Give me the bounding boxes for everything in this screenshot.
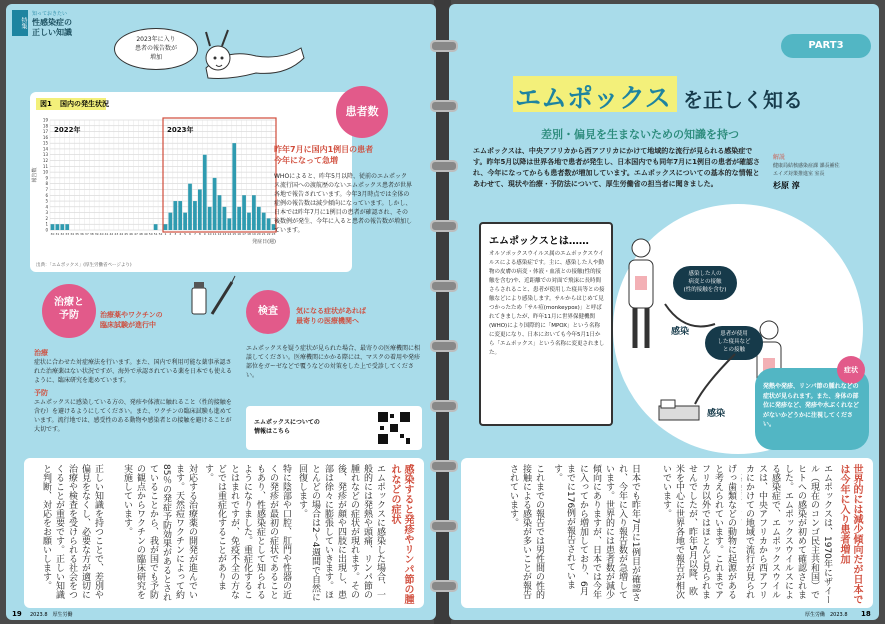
x-tick-label: 43 xyxy=(114,232,119,236)
bar xyxy=(232,143,236,230)
y-tick-label: 18 xyxy=(42,123,48,129)
x-tick-label: 51 xyxy=(153,232,158,236)
y-tick-label: 14 xyxy=(42,146,48,152)
patients-badge xyxy=(336,86,388,138)
y-tick-label: 2 xyxy=(45,215,48,221)
x-tick-label: 32 xyxy=(60,232,65,236)
y-tick-label: 9 xyxy=(45,175,48,181)
bar xyxy=(164,224,168,230)
right-bottom-card xyxy=(461,458,873,608)
qr-label: エムポックスについての 情報はこちら xyxy=(254,419,320,435)
right-col-heading: 世界的には減少傾向だが日本では今年に入り患者増加 xyxy=(838,464,862,604)
bar xyxy=(65,224,69,230)
y-tick-label: 19 xyxy=(42,117,48,123)
title-main: エムポックス xyxy=(515,84,671,114)
bar xyxy=(218,195,222,230)
definition-box xyxy=(479,222,613,426)
binding-ring xyxy=(430,580,458,592)
x-tick-label: 14 xyxy=(227,232,232,236)
group-label: 2023年 xyxy=(167,126,194,134)
bubble-bedding-text: 患者が使用 した寝具など との接触 xyxy=(717,331,751,353)
bar xyxy=(208,207,212,230)
bar xyxy=(252,195,256,230)
x-tick-label: 41 xyxy=(104,232,109,236)
x-tick-label: 12 xyxy=(217,232,222,236)
left-bottom-card xyxy=(24,458,424,608)
y-tick-label: 10 xyxy=(42,169,48,175)
bar xyxy=(51,224,55,230)
speaker-label: 解説 xyxy=(773,154,786,161)
bar xyxy=(193,201,197,230)
y-tick-label: 0 xyxy=(45,227,48,233)
symptom-text: 発熱や発疹、リンパ節の腫れなどの症状が見られます。また、身体の部位に発疹など、発疹や水ぶくれなどがないかどうかに注視してください。 xyxy=(763,383,860,428)
x-tick-label: 42 xyxy=(109,232,114,236)
prevention-heading: 予防 xyxy=(34,389,48,397)
left-page xyxy=(6,4,436,620)
y-tick-label: 15 xyxy=(42,140,48,146)
right-page xyxy=(449,4,879,620)
y-tick-label: 16 xyxy=(42,134,48,140)
bar xyxy=(188,184,192,230)
speaker-name: 杉原 淳 xyxy=(773,181,800,190)
bar xyxy=(227,218,231,230)
y-tick-label: 11 xyxy=(42,163,48,169)
right-col-c: 日本でも昨年7月に1例目が確認され、今年に入り報告数が急増しています。世界的には患者数が減少傾向にありますが、日本では今年に入ってから増加しており、6月までに176例が報告されています。 xyxy=(552,464,640,602)
binding-ring xyxy=(430,100,458,112)
symptom-box xyxy=(755,368,869,450)
right-col-a: エムポックスは、1970年にザイール（現在のコンゴ民主共和国）でヒトへの感染が初めて確認されました。エムポックスウイルスによる感染症で、エムポックスウイルスは、中央アフリカから西アフリカにかけての地域で流行が見られ xyxy=(744,464,832,604)
y-tick-label: 7 xyxy=(45,186,48,192)
x-tick-label: 36 xyxy=(80,232,84,236)
x-axis-label: 発症日(週) xyxy=(252,239,276,244)
bar xyxy=(247,213,251,230)
bar xyxy=(56,224,60,230)
y-tick-label: 13 xyxy=(42,152,48,158)
left-col-b: 特に陰部や口腔、肛門や性器の近くの発疹が最初の症状であることもあり、性感染症として知られるようになりました。重症化することはまれですが、免疫不全の方などでは重症化することがあります。 xyxy=(203,464,291,599)
binding-ring xyxy=(430,160,458,172)
x-tick-label: 34 xyxy=(70,232,75,236)
bar xyxy=(169,213,173,230)
right-col-d: これまでの報告では男性間の性的接触による感染が多いことが報告されています。 xyxy=(508,464,544,599)
x-tick-label: 30 xyxy=(50,232,55,236)
goat-illustration xyxy=(196,18,306,88)
x-tick-label: 39 xyxy=(94,232,99,236)
exam-badge xyxy=(246,290,290,334)
left-footer: 2023.8 厚生労働 xyxy=(30,612,73,618)
bar xyxy=(60,224,64,230)
right-col-b: げっ歯類などの動物に起源があると考えられています。これまでアフリカ以外ではほとんど見られませんでしたが、昨年5月以降、欧米を中心に世界各地で報告が相次いでいます。 xyxy=(661,464,736,599)
treatment-title: 治療と 予防 xyxy=(54,297,84,321)
y-tick-label: 5 xyxy=(45,198,48,204)
y-tick-label: 1 xyxy=(45,221,48,227)
infect-label-1: 感染 xyxy=(671,327,690,337)
speech-bubble xyxy=(114,28,198,70)
x-tick-label: 21 xyxy=(261,232,266,236)
bubble-lesion-text: 感染した人の 病変との接触 (性的接触を含む) xyxy=(683,271,727,293)
bar xyxy=(242,195,246,230)
treatment-heading: 治療 xyxy=(34,349,48,357)
x-tick-label: 7 xyxy=(193,232,196,236)
x-tick-label: 16 xyxy=(237,232,242,236)
x-tick-label: 11 xyxy=(212,232,217,236)
bar xyxy=(262,213,266,230)
x-tick-label: 17 xyxy=(242,232,246,236)
tag-line1: 性感染症の xyxy=(32,18,72,27)
treatment-badge xyxy=(42,284,96,338)
tag-small: 知っておきたい xyxy=(32,11,68,17)
patients-body: WHOによると、昨年5月以降、従前のエムポックス流行国への渡航歴のないエムポックス患者が世界各地で報告されています。今年3月時点では全体の症例の報告数は減少傾向になっています。しかし、日本では昨年7月に1例目の患者が確認され、その後数例が発生、今年に入ると患者の報告数が増加しています。 xyxy=(274,173,413,234)
bar-chart xyxy=(30,114,280,244)
bubble-text: 2023年に入り 患者の報告数が 増加 xyxy=(134,36,177,61)
treatment-subtitle: 治療薬やワクチンの 臨床試験が進行中 xyxy=(100,311,163,329)
section-tag xyxy=(12,10,82,38)
symptom-tag: 症状 xyxy=(837,356,865,384)
title-rest: を正しく知る xyxy=(683,88,803,112)
x-tick-label: 31 xyxy=(55,232,60,236)
x-tick-label: 20 xyxy=(256,232,261,236)
qr-box xyxy=(246,406,422,450)
y-tick-label: 6 xyxy=(45,192,48,198)
arrows-diagram xyxy=(645,294,765,414)
y-axis-label: 報告数 xyxy=(32,167,38,183)
bar xyxy=(178,201,182,230)
bar xyxy=(213,178,217,230)
x-tick-label: 49 xyxy=(143,232,148,236)
y-tick-label: 12 xyxy=(42,158,48,164)
group-label: 2022年 xyxy=(54,126,81,134)
binding-ring xyxy=(430,400,458,412)
x-tick-label: 10 xyxy=(207,232,212,236)
bar xyxy=(183,213,187,230)
x-tick-label: 35 xyxy=(75,232,79,236)
prevention-text: エムポックスに感染している方の、発疹や体液に触れること（性的接触を含む）を避けるようにしてください。また、ワクチンの臨床試験も進めています。流行地では、感受性のある動物や感染者との接触を避けることが大切です。 xyxy=(34,399,232,433)
bar xyxy=(173,201,177,230)
bar xyxy=(198,189,202,230)
binding-ring xyxy=(430,520,458,532)
treatment-text: 症状に合わせた対症療法を行います。また、国内で利用可能な薬事承認された治療薬はない状況ですが、海外で承認されている薬を日本でも使えるように、臨床研究を進めています。 xyxy=(34,359,233,384)
x-tick-label: 13 xyxy=(222,232,227,236)
infect-label-2: 感染 xyxy=(707,409,726,419)
exam-title: 検査 xyxy=(258,306,278,317)
x-tick-label: 22 xyxy=(266,232,271,236)
x-tick-label: 45 xyxy=(124,232,129,236)
left-col-heading: 感染すると発疹やリンパ節の腫れなどの症状 xyxy=(389,464,413,604)
x-tick-label: 6 xyxy=(189,232,191,236)
x-tick-label: 48 xyxy=(138,232,143,236)
binding-ring xyxy=(430,40,458,52)
x-tick-label: 15 xyxy=(232,232,237,236)
y-tick-label: 4 xyxy=(45,204,48,210)
x-tick-label: 47 xyxy=(134,232,138,236)
x-tick-label: 44 xyxy=(119,232,124,236)
tag-line2: 正しい知識 xyxy=(32,28,72,37)
x-tick-label: 18 xyxy=(247,232,251,236)
qr-code-icon[interactable] xyxy=(376,410,412,446)
part-label: PART3 xyxy=(808,40,844,51)
x-tick-label: 52 xyxy=(158,232,163,236)
y-tick-label: 17 xyxy=(42,129,48,135)
right-page-number: 18 xyxy=(861,610,871,618)
x-tick-label: 3 xyxy=(174,232,177,236)
left-page-number: 19 xyxy=(12,610,22,618)
speaker-affiliation: 健康局結核感染症課 課長補佐 エイズ対策推進室 室長 xyxy=(773,163,840,177)
binding-ring xyxy=(430,280,458,292)
x-tick-label: 9 xyxy=(203,232,206,236)
y-tick-label: 8 xyxy=(45,181,48,187)
definition-title: エムポックスとは…… xyxy=(489,236,589,247)
bar xyxy=(223,207,227,230)
bar xyxy=(154,224,158,230)
exam-body: エムポックスを疑う症状が見られた場合、最寄りの医療機関に相談してください。医療機関にかかる際には、マスクの着用や発疹部位をガーゼなどで覆うなどの対策をした上で受診してください。 xyxy=(246,345,421,379)
definition-body: オルソポックスウイルス属のエムポックスウイルスによる感染症です。主に、感染した人や動物の皮膚の病変・体液・血液との接触(性的接触を含む)や、近距離での対面で飛沫に長時間さらされること、患者が使用した寝具等との接触などにより感染します。サルからはじめて見つかったため「サル痘(monkeypox)」と呼ばれてきましたが、昨年11月に世界保健機関(WHO)により国際的に「MPOX」という名称に変更になり、日本においても今年5月1日から「エムポックス」という名称に変更されました。 xyxy=(489,251,605,356)
exam-subtitle: 気になる症状があれば 最寄りの医療機関へ xyxy=(296,307,366,325)
x-tick-label: 37 xyxy=(84,232,89,236)
binding-ring xyxy=(430,460,458,472)
bar xyxy=(257,207,261,230)
lead-text: エムポックスは、中央アフリカから西アフリカにかけて地域的な流行が見られる感染症です。昨年5月以降は世界各地で患者が発生し、日本国内でも同年7月に1例目の患者が確認され、今年になってからも患者数が増加しています。エムポックスについての基本的な情報とあわせて、現状や治療・予防法について、厚生労働省の担当者に聞きました。 xyxy=(473,147,761,188)
x-tick-label: 33 xyxy=(65,232,70,236)
x-tick-label: 19 xyxy=(251,232,256,236)
x-tick-label: 8 xyxy=(198,232,201,236)
left-col-c: 対応する治療薬の開発が進んでいます。天然痘ワクチンによって約85％の発症予防効果があるとされていることから、我が国でも予防の観点からワクチンの臨床研究を実施しています。 xyxy=(122,464,197,602)
part-tag xyxy=(781,34,871,58)
left-col-d: 正しい知識を持つことで、差別や偏見をなくし、必要な方が適切に治療や検査を受けられる社会をつくることが重要です。正しい知識と判断、対応をお願いします。 xyxy=(41,464,103,599)
bar xyxy=(267,218,271,230)
x-tick-label: 1 xyxy=(164,232,167,236)
bar xyxy=(203,155,207,230)
vaccine-icon xyxy=(186,274,236,322)
patients-title: 患者数 xyxy=(345,105,379,118)
bar xyxy=(237,207,241,230)
patients-subtitle: 昨年7月に国内1例目の患者 今年になって急増 xyxy=(274,145,374,165)
binding-ring xyxy=(430,220,458,232)
chart-source: 出典：「エムポックス」(厚生労働省ページより) xyxy=(36,263,132,268)
y-tick-label: 3 xyxy=(45,210,48,216)
figure-number: 図1 xyxy=(40,100,52,108)
tag-feature: 特集 xyxy=(12,10,28,36)
x-tick-label: 40 xyxy=(99,232,104,236)
x-tick-label: 38 xyxy=(89,232,94,236)
right-footer: 厚生労働 2023.8 xyxy=(805,612,848,618)
binding-ring xyxy=(430,340,458,352)
left-col-a: エムポックスに感染した場合、一般的には発熱や頭痛、リンパ節の腫れなどの症状が現れます。その後、発疹が顔や四肢に出現し、患部は徐々に膨張していきます。ほとんどの場合は2〜4週間で自然に回復します。 xyxy=(297,464,385,602)
figure-title: 国内の発生状況 xyxy=(60,100,109,108)
x-tick-label: 50 xyxy=(148,232,153,236)
x-tick-label: 5 xyxy=(184,232,187,236)
subtitle: 差別・偏見を生まないための知識を持つ xyxy=(541,128,739,141)
x-tick-label: 4 xyxy=(179,232,182,236)
x-tick-label: 2 xyxy=(169,232,172,236)
x-tick-label: 46 xyxy=(129,232,133,236)
x-tick-label: 23 xyxy=(271,232,276,236)
